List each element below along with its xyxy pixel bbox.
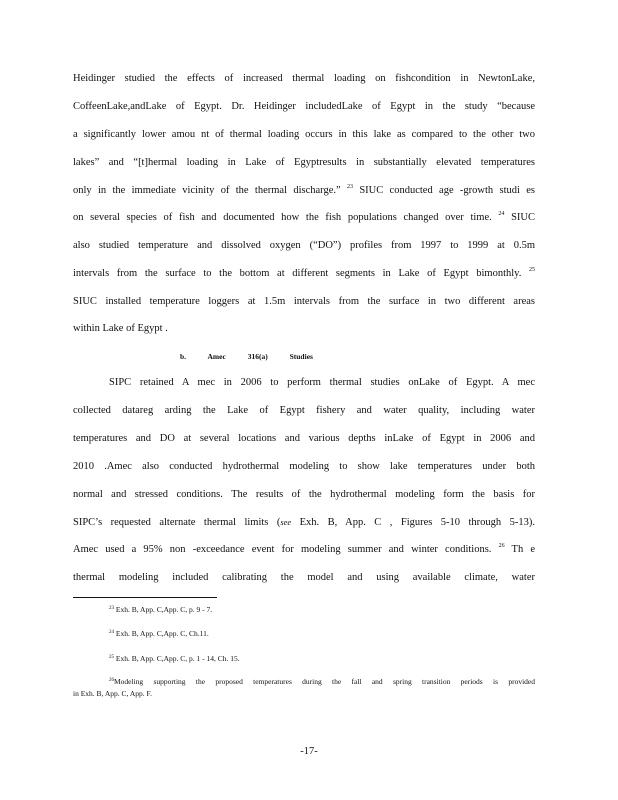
heading-letter: b. <box>180 352 187 361</box>
body-line: CoffeenLake,andLake of Egypt. Dr. Heidinger includedLake of Egypt in the study “because <box>73 101 535 112</box>
footnote-text: Exh. B, App. C,App. C, Ch.11. <box>115 629 209 638</box>
body-line <box>73 515 535 530</box>
body-line: also studied temperature and dissolved oxygen (“DO”) profiles from 1997 to 1999 at 0.5m <box>73 240 535 251</box>
footnote-text: Exh. B, App. C,App. C, p. 1 - 14, Ch. 15. <box>115 654 240 663</box>
footnote-ref: 25 <box>529 267 535 273</box>
body-line: temperatures and DO at several locations and various depths inLake of Egypt in 2006 and <box>73 433 535 444</box>
body-line: SIUC installed temperature loggers at 1.5m intervals from the surface in two different areas <box>73 296 535 307</box>
footnote-separator <box>73 597 217 598</box>
body-line <box>73 267 535 281</box>
body-line: within Lake of Egypt . <box>73 323 168 334</box>
footnote-number: 25 <box>109 655 114 660</box>
body-line: thermal modeling included calibrating the model and using available climate, water <box>73 572 535 583</box>
body-line: lakes” and “[t]hermal loading in Lake of Egyptresults in substantially elevated temperatures <box>73 157 535 168</box>
footnote-number: 26 <box>109 678 114 683</box>
text-run: SIPC’s requested alternate thermal limits ( <box>73 517 281 528</box>
body-line: Heidinger studied the effects of increased thermal loading on fishcondition in NewtonLake, <box>73 73 535 84</box>
body-line: a significantly lower amou nt of thermal loading occurs in this lake as compared to the other two <box>73 129 535 140</box>
footnote <box>109 628 209 639</box>
text-run: SIUC conducted age -growth studi es <box>359 185 536 196</box>
text-run: Th e <box>511 544 536 555</box>
footnote-text: Modeling supporting the proposed temperatures during the fall and spring transition periods is provided <box>114 677 535 686</box>
text-run: Amec used a 95% non -exceedance event for modeling summer and winter conditions. <box>73 544 492 555</box>
text-run: intervals from the surface to the bottom at different segments in Lake of Egypt bimonthly. <box>73 268 522 279</box>
footnote <box>109 604 212 615</box>
heading-company: Amec <box>207 352 226 361</box>
footnote-ref: 24 <box>498 211 505 217</box>
footnote-number: 24 <box>109 630 114 635</box>
body-line <box>73 184 535 198</box>
body-line: 2010 .Amec also conducted hydrothermal modeling to show lake temperatures under both <box>73 461 535 472</box>
body-line: SIPC retained A mec in 2006 to perform thermal studies onLake of Egypt. A mec <box>109 377 535 388</box>
footnote-continuation: in Exh. B, App. C, App. F. <box>73 689 152 698</box>
body-line <box>73 543 535 557</box>
text-run: Exh. B, App. C , Figures 5-10 through 5-13). <box>291 517 535 528</box>
footnote <box>109 676 535 687</box>
footnote-number: 23 <box>109 606 114 611</box>
body-line <box>73 211 535 225</box>
heading-label: Studies <box>289 352 313 361</box>
page-number: -17- <box>300 746 318 757</box>
heading-rule: 316(a) <box>247 352 268 361</box>
footnote-text: Exh. B, App. C,App. C, p. 9 - 7. <box>115 605 213 614</box>
footnote-ref: 23 <box>346 184 353 190</box>
text-run: on several species of fish and documented how the fish populations changed over time. <box>73 212 492 223</box>
text-run: only in the immediate vicinity of the thermal discharge.” <box>73 185 341 196</box>
section-heading <box>180 352 313 361</box>
text-run-italic: see <box>280 517 292 527</box>
body-line: collected datareg arding the Lake of Egypt fishery and water quality, including water <box>73 405 535 416</box>
body-line: normal and stressed conditions. The results of the hydrothermal modeling form the basis for <box>73 489 535 500</box>
footnote-ref: 26 <box>498 543 505 549</box>
footnote <box>109 653 240 664</box>
text-run: SIUC <box>511 212 536 223</box>
